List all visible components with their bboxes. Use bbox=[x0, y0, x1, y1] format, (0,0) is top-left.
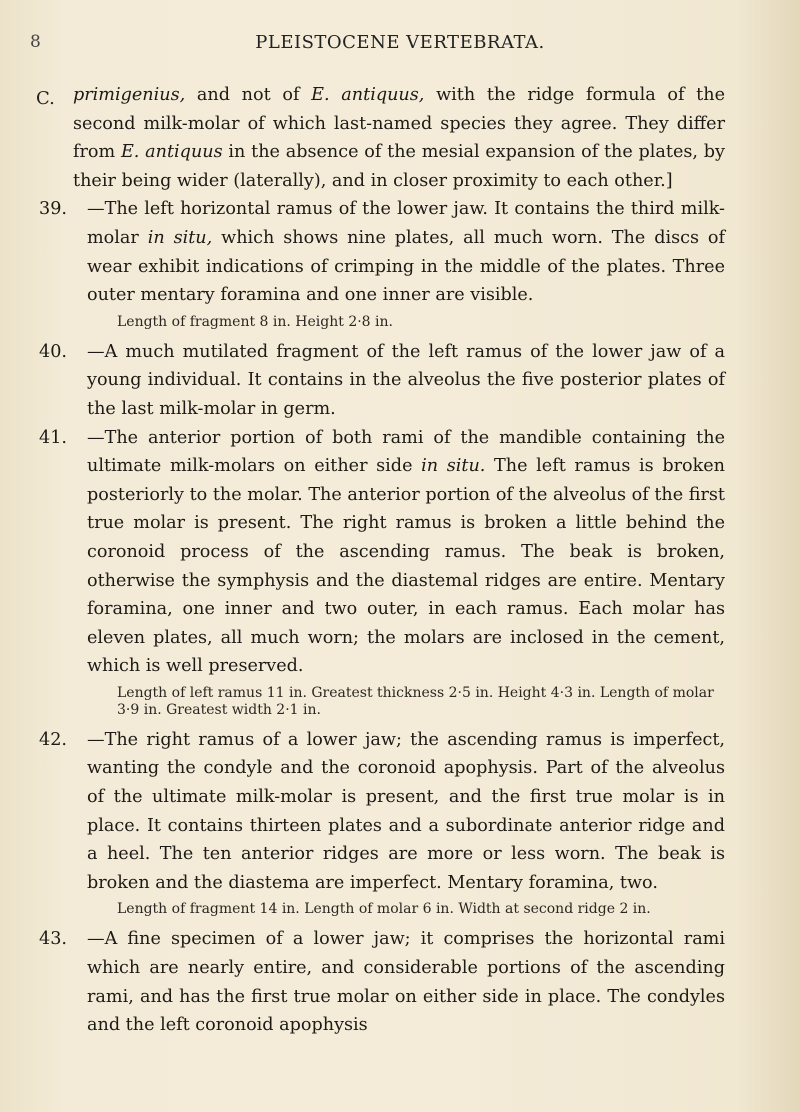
entry-number: 42. bbox=[39, 729, 67, 750]
entry-measurements: Length of left ramus 11 in. Greatest thickness 2·5 in. Height 4·3 in. Length of molar 3·9 in. Greatest width 2·1 in. bbox=[117, 684, 714, 718]
intro-paragraph: primigenius, and not of E. antiquus, with the ridge formula of the second milk-molar of which last-named species they agree. They differ from E. antiquus in the absence of the mesial expansion of the plates, by their being wider (laterally), and in closer proximity to each other.] bbox=[73, 85, 725, 191]
entry-number: 41. bbox=[39, 427, 67, 448]
entry-text: —The left horizontal ramus of the lower jaw. It contains the third milk-molar in situ, which shows nine plates, all much worn. The discs of wear exhibit indications of crimping in the middle of the plates. Three outer mentary foramina and one inner are visible. bbox=[87, 199, 725, 306]
entry-42 bbox=[39, 726, 725, 919]
entry-text: —The anterior portion of both rami of the mandible containing the ultimate milk-molars on either side in situ. The left ramus is broken posteriorly to the molar. The anterior portion of the alveolus of the first true molar is present. The right ramus is broken a little behind the coronoid process of the ascending ramus. The beak is broken, otherwise the symphysis and the diastemal ridges are entire. Mentary foramina, one inner and two outer, in each ramus. Each molar has eleven plates, all much worn; the molars are inclosed in the cement, which is well preserved. bbox=[87, 427, 725, 677]
entry-40 bbox=[39, 338, 725, 424]
entry-measurements: Length of fragment 14 in. Length of molar 6 in. Width at second ridge 2 in. bbox=[117, 901, 651, 918]
page-number: 8 bbox=[30, 32, 41, 52]
entry-number: 43. bbox=[39, 929, 67, 950]
entry-text: —The right ramus of a lower jaw; the ascending ramus is imperfect, wanting the condyle and the coronoid apophysis. Part of the alveolus of the ultimate milk-molar is present, and the first true molar is in place. It contains thirteen plates and a subordinate anterior ridge and a heel. The ten anterior ridges are more or less worn. The beak is broken and the diastema are imperfect. Mentary foramina, two. bbox=[87, 729, 725, 893]
running-head: PLEISTOCENE VERTEBRATA. bbox=[255, 32, 545, 53]
entry-43 bbox=[39, 925, 725, 1039]
entry-text: —A fine specimen of a lower jaw; it comprises the horizontal rami which are nearly entire, and considerable portions of the ascending rami, and has the first true molar on either side in place. The condyles and the left coronoid apophysis bbox=[87, 929, 725, 1036]
species-name: primigenius, bbox=[73, 85, 186, 105]
entry-measurements: Length of fragment 8 in. Height 2·8 in. bbox=[117, 313, 393, 330]
body-text bbox=[39, 81, 725, 1040]
species-name: E. antiquus bbox=[120, 142, 223, 163]
entry-number: 40. bbox=[39, 341, 67, 362]
entry-39 bbox=[39, 195, 725, 330]
section-letter: C. bbox=[36, 88, 55, 109]
page-header bbox=[0, 28, 800, 58]
entry-41 bbox=[39, 424, 725, 719]
entry-number: 39. bbox=[39, 199, 67, 220]
entry-text: —A much mutilated fragment of the left ramus of the lower jaw of a young individual. It contains in the alveolus the five posterior plates of the last milk-molar in germ. bbox=[87, 341, 725, 419]
species-name: E. antiquus, bbox=[311, 85, 425, 105]
